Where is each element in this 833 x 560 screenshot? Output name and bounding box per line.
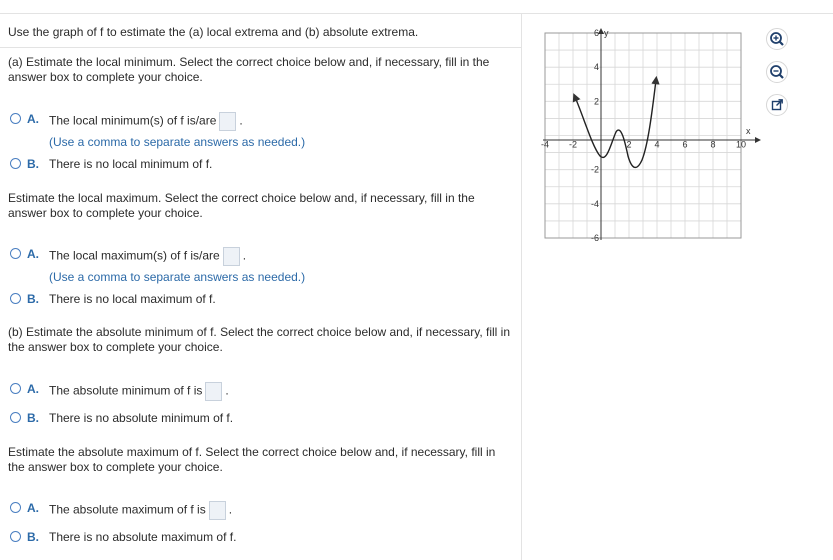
panel-divider	[521, 14, 522, 560]
option-text: The local minimum(s) of f is/are	[49, 113, 217, 128]
abs-min-instruction: (b) Estimate the absolute minimum of f. Select the correct choice below and, if necessary, fill in the answer box to complete your choice.	[8, 325, 510, 354]
radio-button[interactable]	[10, 531, 21, 542]
option-letter: B.	[27, 411, 39, 425]
option-text: There is no local maximum of f.	[49, 292, 216, 306]
x-tick-label: -2	[568, 139, 578, 150]
y-tick-label: 6	[593, 28, 599, 38]
answer-box-abs-max[interactable]	[209, 501, 226, 520]
option-text-wrapper: The absolute maximum of f is .	[49, 501, 232, 520]
function-graph	[540, 28, 762, 245]
local-max-option-b[interactable]	[10, 292, 216, 307]
option-letter: B.	[27, 530, 39, 544]
abs-max-instruction: Estimate the absolute maximum of f. Select the correct choice below and, if necessary, fill in the answer box to complete your choice.	[8, 445, 496, 474]
y-tick-label: -4	[590, 198, 599, 209]
x-tick-label: -4	[540, 139, 550, 150]
radio-button[interactable]	[10, 383, 21, 394]
graph-tools	[764, 28, 792, 127]
option-letter: A.	[27, 382, 39, 396]
local-max-instruction: Estimate the local maximum. Select the correct choice below and, if necessary, fill in the answer box to complete your choice.	[8, 191, 475, 220]
option-text: The absolute minimum of f is	[49, 383, 203, 398]
radio-button[interactable]	[10, 248, 21, 259]
option-letter: B.	[27, 157, 39, 171]
prompt-separator	[0, 47, 521, 48]
abs-max-option-a[interactable]	[10, 501, 232, 520]
option-letter: A.	[27, 501, 39, 515]
option-text: There is no absolute minimum of f.	[49, 411, 234, 425]
option-hint: (Use a comma to separate answers as needed.)	[49, 270, 306, 284]
radio-button[interactable]	[10, 113, 21, 124]
answer-box-local-max[interactable]	[223, 247, 240, 266]
option-text: There is no local minimum of f.	[49, 157, 213, 171]
local-min-option-a[interactable]	[10, 112, 305, 150]
abs-min-option-a[interactable]	[10, 382, 229, 401]
zoom-in-icon[interactable]	[766, 28, 788, 50]
question-prompt: Use the graph of f to estimate the (a) local extrema and (b) absolute extrema.	[8, 25, 419, 39]
top-divider	[0, 13, 833, 14]
option-text-wrapper: The local maximum(s) of f is/are . (Use a comma to separate answers as needed.)	[49, 248, 306, 284]
x-tick-label: 10	[735, 139, 747, 150]
radio-button[interactable]	[10, 158, 21, 169]
x-tick-label: 4	[654, 139, 660, 150]
option-text: The local maximum(s) of f is/are	[49, 248, 220, 263]
option-text-wrapper: The absolute minimum of f is .	[49, 382, 229, 401]
local-max-option-a[interactable]	[10, 247, 305, 285]
radio-button[interactable]	[10, 412, 21, 423]
local-min-option-b[interactable]	[10, 157, 212, 172]
y-tick-label: 2	[593, 96, 599, 107]
radio-button[interactable]	[10, 502, 21, 513]
popout-icon[interactable]	[766, 94, 788, 116]
option-letter: A.	[27, 112, 39, 126]
x-tick-label: 6	[682, 139, 688, 150]
option-text-wrapper: The local minimum(s) of f is/are . (Use a comma to separate answers as needed.)	[49, 113, 306, 149]
graph-grid	[545, 33, 741, 238]
option-text: There is no absolute maximum of f.	[49, 530, 237, 544]
abs-min-option-b[interactable]	[10, 411, 233, 426]
x-axis-label: x	[746, 126, 751, 136]
option-letter: B.	[27, 292, 39, 306]
x-tick-label: 8	[710, 139, 716, 150]
x-tick-labels	[541, 140, 746, 150]
option-hint: (Use a comma to separate answers as needed.)	[49, 135, 306, 149]
local-min-instruction: (a) Estimate the local minimum. Select the correct choice below and, if necessary, fill in the answer box to complete your choice.	[8, 55, 490, 84]
answer-box-local-min[interactable]	[219, 112, 236, 131]
answer-box-abs-min[interactable]	[205, 382, 222, 401]
y-axis-label: y	[604, 28, 609, 38]
y-tick-label: 4	[593, 62, 599, 73]
abs-max-option-b[interactable]	[10, 530, 236, 545]
option-text: The absolute maximum of f is	[49, 502, 206, 517]
y-tick-label: -6	[590, 233, 599, 243]
zoom-out-icon[interactable]	[766, 61, 788, 83]
option-letter: A.	[27, 247, 39, 261]
y-tick-label: -2	[590, 164, 599, 175]
radio-button[interactable]	[10, 293, 21, 304]
x-tick-label: 2	[626, 139, 632, 150]
